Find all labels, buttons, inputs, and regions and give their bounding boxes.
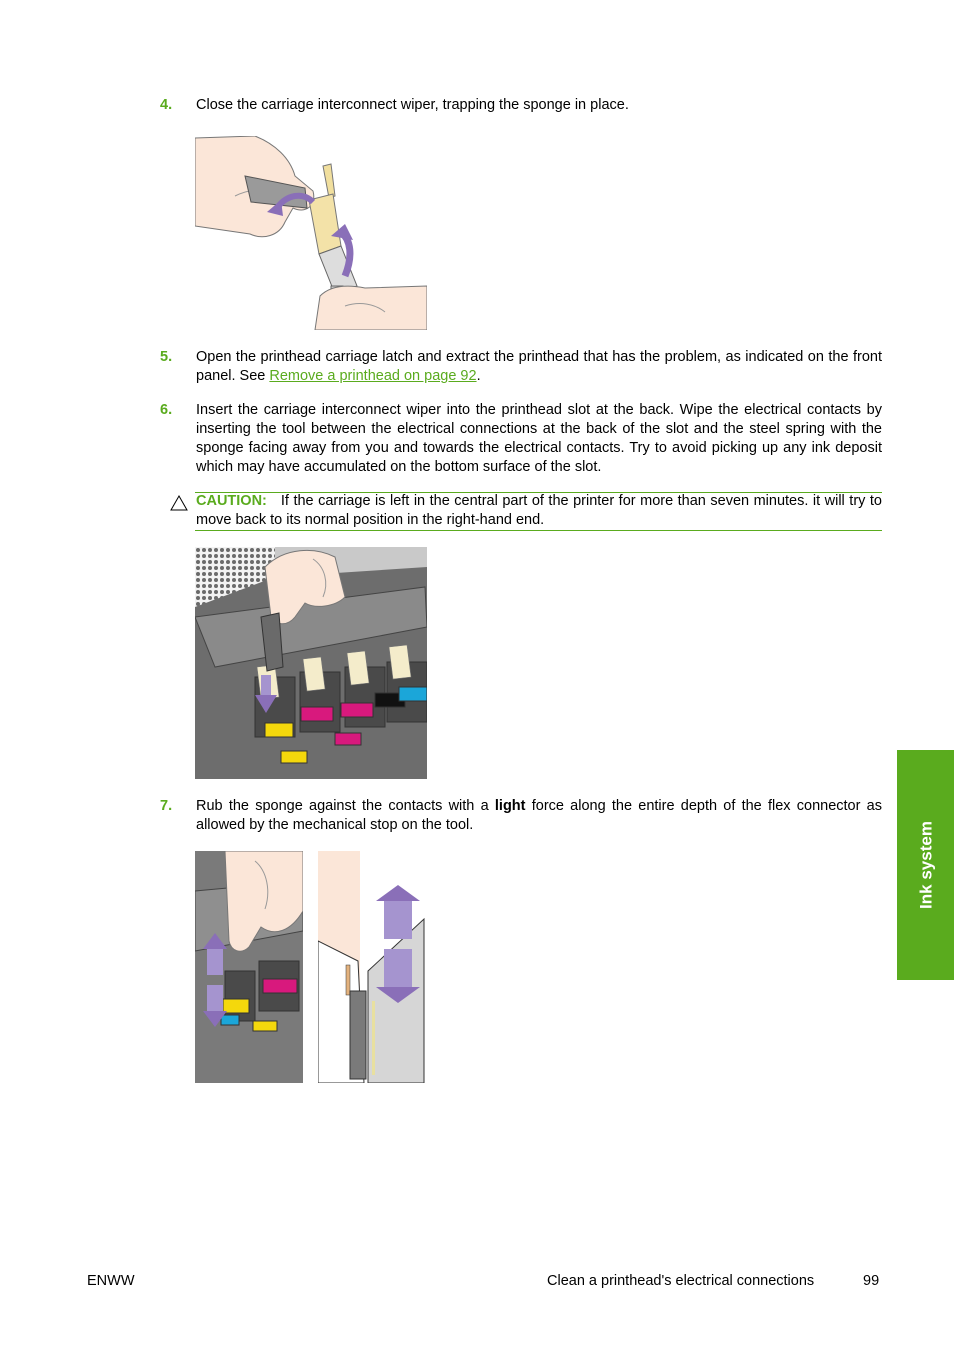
caution-body [196,492,882,530]
remove-printhead-link[interactable]: Remove a printhead on page 92 [269,368,477,384]
caution-note [170,492,882,531]
figure-cross-section [318,851,426,1083]
step-number: 7. [160,798,173,814]
chapter-tab [897,750,954,980]
step-number: 5. [160,349,173,365]
footer-left: ENWW [87,1273,135,1289]
caution-label: CAUTION: [196,493,267,509]
step-text [196,348,882,386]
step-text: Close the carriage interconnect wiper, trapping the sponge in place. [196,97,629,113]
caution-triangle-icon [170,495,188,511]
step-text-before: Open the printhead carriage latch and extract the printhead that has the problem, as indicated on the front panel. See [196,349,882,384]
figure-insert-wiper [195,547,427,779]
figure-close-wiper [195,136,427,330]
page-number: 99 [863,1273,880,1289]
step-text-before: Rub the sponge against the contacts with a [196,798,495,814]
caution-bottom-rule [195,530,882,531]
step-text-after: . [476,368,481,384]
figure-rub-sponge [195,851,303,1083]
caution-text: If the carriage is left in the central part of the printer for more than seven minutes. it will try to move back to its normal position in the right-hand end. [196,493,882,528]
step-text-after: force along the entire depth of the flex connector as allowed by the mechanical stop on the tool. [196,798,882,833]
step-text [196,797,882,835]
step-number: 6. [160,402,173,418]
chapter-tab-label: Ink system [916,821,935,909]
step-text-bold: light [494,798,526,814]
step-text: Insert the carriage interconnect wiper into the printhead slot at the back. Wipe the electrical contacts by inserting the tool between the electrical connections at the back of the slot and the steel spring with the sponge facing away from you and towards the electrical contacts. Try to avoid picking up any ink deposit which may have accumulated on the bottom surface of the slot. [196,402,882,475]
footer-section-title: Clean a printhead's electrical connections [547,1273,815,1289]
step-number: 4. [160,97,173,113]
